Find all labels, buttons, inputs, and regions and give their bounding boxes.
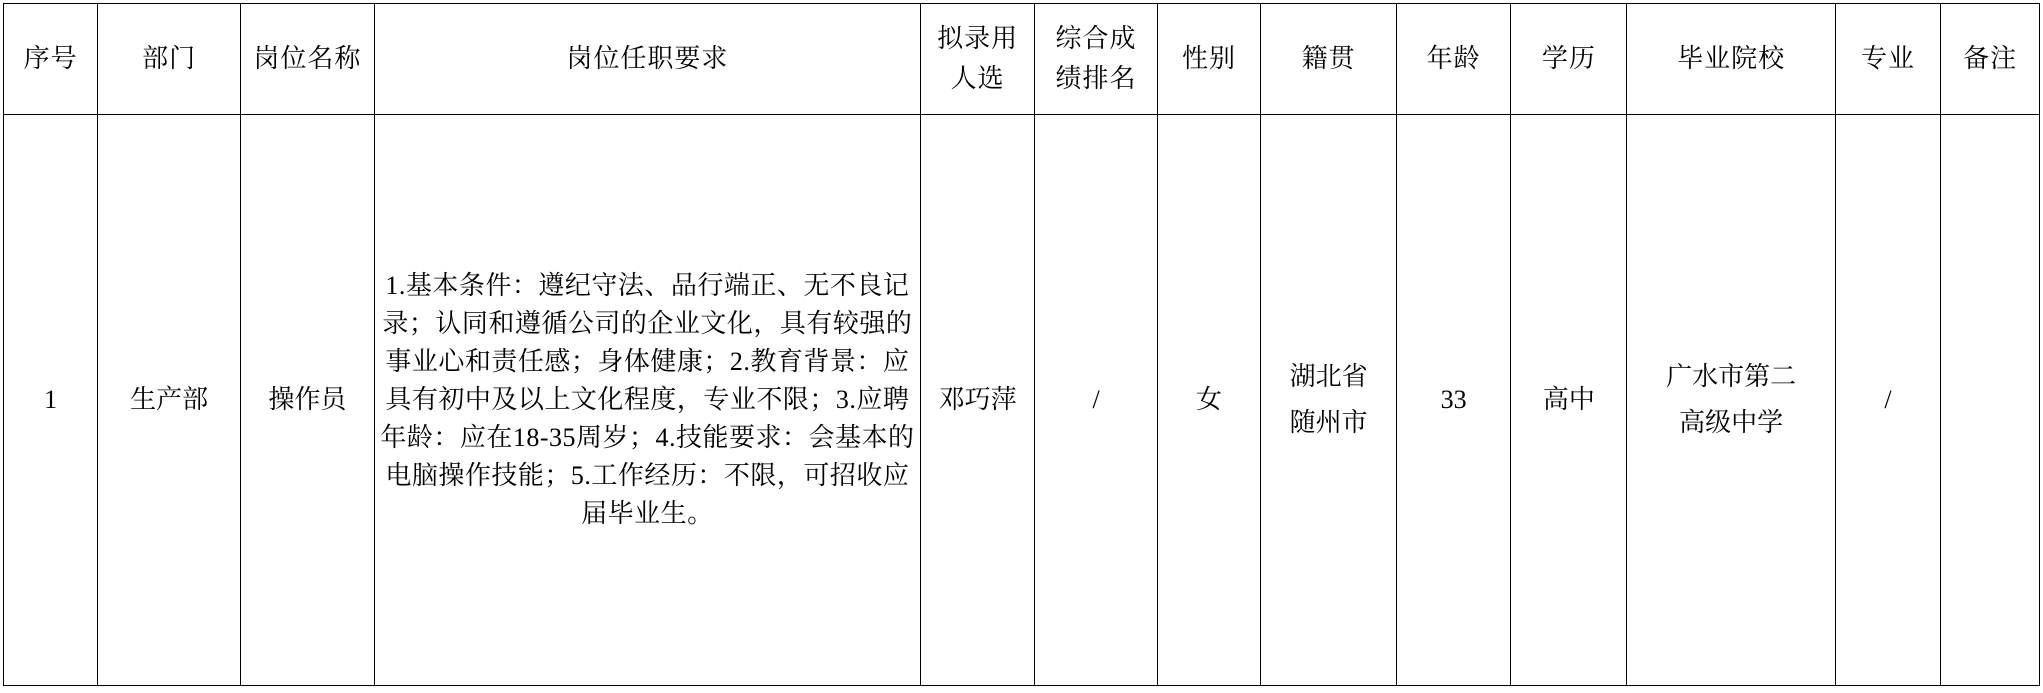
header-label-native-place: 籍贯 (1301, 44, 1356, 73)
value-age: 33 (1440, 385, 1467, 414)
cell-school (1627, 115, 1835, 686)
header-label-major: 专业 (1861, 44, 1916, 73)
header-label-age: 年龄 (1426, 44, 1481, 73)
cell-requirements: 1.基本条件：遵纪守法、品行端正、无不良记录；认同和遵循公司的企业文化，具有较强的事业心和责任感；身体健康；2.教育背景：应具有初中及以上文化程度，专业不限；3.应聘年龄：应在18-35周岁；4.技能要求：会基本的电脑操作技能；5.工作经历：不限，可招收应届毕业生。 (374, 115, 920, 686)
header-cell-education (1511, 4, 1627, 115)
table-row (4, 115, 2040, 686)
value-department: 生产部 (130, 385, 209, 414)
cell-major (1835, 115, 1940, 686)
value-native-place-line2: 随州市 (1289, 408, 1368, 437)
value-native-place-line1: 湖北省 (1289, 362, 1368, 391)
header-cell-gender (1157, 4, 1260, 115)
header-label-candidate-line2: 人选 (950, 64, 1005, 93)
header-label-school: 毕业院校 (1677, 44, 1786, 73)
cell-age (1397, 115, 1511, 686)
cell-native-place (1261, 115, 1397, 686)
table-body (4, 115, 2040, 686)
header-label-remark: 备注 (1963, 44, 2018, 73)
header-cell-age (1397, 4, 1511, 115)
header-label-rank-line1: 综合成 (1055, 24, 1137, 53)
recruitment-table (3, 3, 2040, 686)
cell-candidate (921, 115, 1035, 686)
cell-education (1511, 115, 1627, 686)
value-rank: / (1092, 385, 1100, 414)
value-post-name: 操作员 (268, 385, 347, 414)
header-cell-seq (4, 4, 98, 115)
cell-remark (1941, 115, 2040, 686)
value-education: 高中 (1542, 385, 1595, 414)
header-row (4, 4, 2040, 115)
header-cell-native-place (1261, 4, 1397, 115)
header-label-post-name: 岗位名称 (253, 44, 362, 73)
header-cell-post-name (240, 4, 374, 115)
header-label-seq: 序号 (23, 44, 78, 73)
value-major: / (1884, 385, 1892, 414)
header-cell-remark (1941, 4, 2040, 115)
header-label-gender: 性别 (1182, 44, 1237, 73)
value-seq: 1 (44, 385, 58, 414)
header-label-department: 部门 (142, 44, 197, 73)
header-label-requirements: 岗位任职要求 (566, 44, 729, 73)
header-label-rank-line2: 绩排名 (1055, 64, 1137, 93)
header-label-education: 学历 (1541, 44, 1596, 73)
header-cell-school (1627, 4, 1835, 115)
value-school-line1: 广水市第二 (1666, 362, 1797, 391)
header-cell-rank (1035, 4, 1158, 115)
table-header (4, 4, 2040, 115)
cell-post-name (240, 115, 374, 686)
cell-rank (1035, 115, 1158, 686)
header-cell-candidate (921, 4, 1035, 115)
cell-gender (1157, 115, 1260, 686)
header-cell-department (98, 4, 241, 115)
value-school-line2: 高级中学 (1679, 408, 1784, 437)
value-candidate: 邓巧萍 (938, 385, 1017, 414)
value-gender: 女 (1196, 385, 1223, 414)
header-cell-major (1835, 4, 1940, 115)
header-label-candidate-line1: 拟录用 (937, 24, 1019, 53)
header-cell-requirements (374, 4, 920, 115)
cell-seq (4, 115, 98, 686)
cell-department (98, 115, 241, 686)
